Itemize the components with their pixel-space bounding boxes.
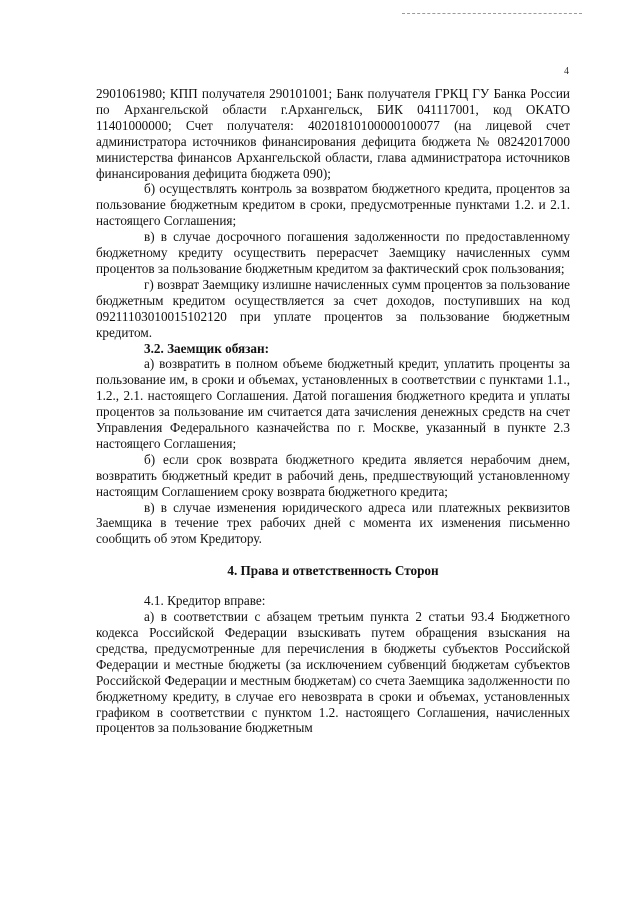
page-number: 4 (564, 66, 569, 77)
paragraph-3-1-g: г) возврат Заемщику излишне начисленных сумм процентов за пользование бюджетным кредитом осуществляется за счет доходов, поступивших на код 09211103010015102120 при уплате процентов за пользование бюджетным кредитом. (96, 276, 570, 340)
top-scan-line (402, 13, 582, 14)
paragraph-3-1-v: в) в случае досрочного погашения задолженности по предоставленному бюджетному кредиту осуществить перерасчет Заемщику начисленных сумм процентов за пользование бюджетным кредитом за фактический срок пользования; (96, 229, 570, 276)
paragraph-recipient-details: 2901061980; КПП получателя 290101001; Банк получателя ГРКЦ ГУ Банка России по Архангельской области г.Архангельск, БИК 041117001, код ОКАТО 11401000000; Счет получателя: 40201810100000100077 (на лицевой счет администратора источников финансирования дефицита бюджета № 08242017000 министерства финансов Архангельской области, глава администратора источников финансирования дефицита бюджета 090); (96, 86, 570, 181)
clause-4-1-heading: 4.1. Кредитор вправе: (144, 593, 266, 609)
paragraph-3-2-v: в) в случае изменения юридического адреса или платежных реквизитов Заемщика в течение трех рабочих дней с момента их изменения письменно сообщить об этом Кредитору. (96, 499, 570, 547)
section-4-title: 4. Права и ответственность Сторон (227, 563, 439, 579)
document-body (96, 86, 570, 736)
paragraph-3-2-a: а) возвратить в полном объеме бюджетный кредит, уплатить проценты за пользование им, в сроки и объемах, установленных в соответствии с пунктами 1.1., 1.2., 2.1. настоящего Соглашения. Датой погашения бюджетного кредита и уплаты процентов за пользование им считается дата зачисления денежных средств на счет Управления Федерального казначейства по г. Москве, указанный в пункте 2.3 настоящего Соглашения; (96, 356, 570, 451)
paragraph-3-2-b: б) если срок возврата бюджетного кредита является нерабочим днем, возвратить бюджетный кредит в рабочий день, предшествующий установленному настоящим Соглашением сроку возврата бюджетного кредита; (96, 451, 570, 499)
paragraph-3-1-b: б) осуществлять контроль за возвратом бюджетного кредита, процентов за пользование бюджетным кредитом в сроки, предусмотренные пунктами 1.2. и 2.1. настоящего Соглашения; (96, 181, 570, 229)
paragraph-4-1-a: а) в соответствии с абзацем третьим пункта 2 статьи 93.4 Бюджетного кодекса Российской Федерации взыскивать путем обращения взыскания на средства, предусмотренные для перечисления в бюджеты субъектов Российской Федерации и местные бюджеты (за исключением субвенций бюджетам субъектов Российской Федерации и местным бюджетам) со счета Заемщика задолженности по бюджетному кредиту, в случае его невозврата в сроки и объемах, установленных графиком в соответствии с пунктом 1.2. настоящего Соглашения, начисленных процентов за пользование бюджетным (96, 609, 570, 736)
clause-3-2-heading: 3.2. Заемщик обязан: (144, 340, 269, 356)
